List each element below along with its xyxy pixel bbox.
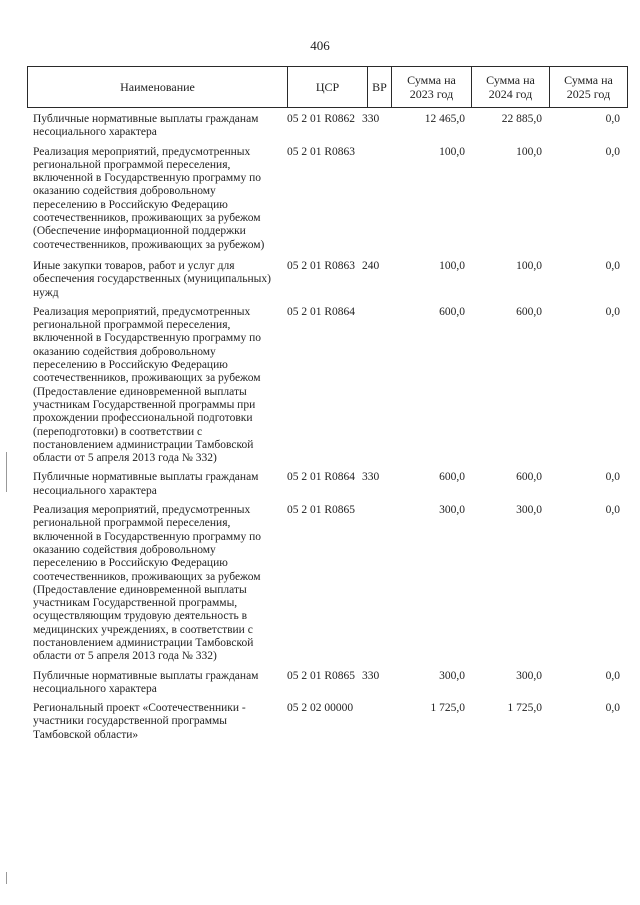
cell-name: Иные закупки товаров, работ и услуг для обеспечения государственных (муниципальных) нужд xyxy=(33,259,271,299)
cell-csr: 05 2 01 R0863 xyxy=(287,145,356,158)
cell-sum2024: 100,0 xyxy=(516,145,542,158)
cell-sum2025: 0,0 xyxy=(605,145,620,158)
cell-sum2023: 100,0 xyxy=(439,145,465,158)
cell-csr: 05 2 01 R0864 xyxy=(287,471,356,484)
table-row xyxy=(27,113,627,140)
cell-sum2025: 0,0 xyxy=(605,471,620,484)
header-name: Наименование xyxy=(28,67,288,108)
header-sum-2025: Сумма на 2025 год xyxy=(550,67,628,108)
table-row xyxy=(27,260,627,300)
table-body xyxy=(27,113,627,748)
table-row xyxy=(27,146,627,252)
cell-name: Региональный проект «Соотечественники - участники государственной программы Тамбовской области» xyxy=(33,702,246,741)
header-sum-2023: Сумма на 2023 год xyxy=(392,67,472,108)
cell-vr xyxy=(362,146,382,252)
cell-sum2025: 0,0 xyxy=(605,702,620,715)
cell-sum2024: 1 725,0 xyxy=(507,702,542,715)
cell-name: Публичные нормативные выплаты гражданам несоциального характера xyxy=(33,669,259,695)
cell-csr: 05 2 01 R0863 xyxy=(287,259,356,272)
table-header xyxy=(27,66,628,108)
cell-sum2025: 0,0 xyxy=(605,113,620,125)
cell-sum2025: 0,0 xyxy=(605,669,620,682)
cell-name: Публичные нормативные выплаты гражданам несоциального характера xyxy=(33,113,259,139)
cell-name: Реализация мероприятий, предусмотренных региональной программой переселения, включенной в Государственную программу по оказанию содействия добровольному переселению в Российскую Федерацию соотечественников, проживающих за рубежом (Предоставление единовременной выплаты участникам Государственной программы при прохождении профессиональной подготовки (переподготовки) в соответствии с постановлением администрации Тамбовской области от 5 апреля 2013 года № 332) xyxy=(33,305,261,465)
cell-sum2023: 300,0 xyxy=(439,669,465,682)
cell-sum2023: 600,0 xyxy=(439,471,465,484)
page-number: 406 xyxy=(310,38,330,53)
cell-csr: 05 2 02 00000 xyxy=(287,702,354,715)
cell-sum2024: 300,0 xyxy=(516,504,542,517)
cell-csr: 05 2 01 R0865 xyxy=(287,669,356,682)
cell-sum2023: 100,0 xyxy=(439,259,465,272)
table-row xyxy=(27,702,627,742)
cell-name: Публичные нормативные выплаты гражданам несоциального характера xyxy=(33,471,259,497)
cell-sum2024: 600,0 xyxy=(516,471,542,484)
cell-sum2025: 0,0 xyxy=(605,504,620,517)
table-row xyxy=(27,306,627,466)
cell-sum2024: 300,0 xyxy=(516,669,542,682)
cell-sum2024: 22 885,0 xyxy=(501,113,542,125)
header-csr: ЦСР xyxy=(288,67,368,108)
cell-csr: 05 2 01 R0862 xyxy=(287,113,356,125)
cell-vr xyxy=(362,702,382,742)
cell-sum2023: 1 725,0 xyxy=(430,702,465,715)
table-row xyxy=(27,471,627,498)
cell-vr: 240 xyxy=(362,259,380,272)
cell-vr xyxy=(362,504,382,664)
cell-csr: 05 2 01 R0865 xyxy=(287,504,356,517)
header-sum-2024: Сумма на 2024 год xyxy=(472,67,550,108)
header-vr: ВР xyxy=(368,67,392,108)
cell-sum2023: 600,0 xyxy=(439,305,465,318)
cell-vr: 330 xyxy=(362,113,380,125)
cell-name: Реализация мероприятий, предусмотренных региональной программой переселения, включенной в Государственную программу по оказанию содействия добровольному переселению в Российскую Федерацию соотечественников, проживающих за рубежом (Обеспечение информационной поддержки соотечественников, проживающих за рубежом) xyxy=(33,145,265,251)
table-row xyxy=(27,670,627,697)
cell-csr: 05 2 01 R0864 xyxy=(287,305,356,318)
cell-sum2025: 0,0 xyxy=(605,305,620,318)
scan-mark xyxy=(6,872,7,884)
cell-vr: 330 xyxy=(362,669,380,682)
cell-sum2023: 12 465,0 xyxy=(424,113,465,125)
scan-mark xyxy=(6,452,7,492)
cell-vr xyxy=(362,306,382,466)
cell-name: Реализация мероприятий, предусмотренных региональной программой переселения, включенной в Государственную программу по оказанию содействия добровольному переселению в Российскую Федерацию соотечественников, проживающих за рубежом (Предоставление единовременной выплаты участникам Государственной программы, осуществляющим трудовую деятельность в медицинских учреждениях, в соответствии с постановлением администрации Тамбовской области от 5 апреля 2013 года № 332) xyxy=(33,504,261,663)
cell-vr: 330 xyxy=(362,471,380,484)
cell-sum2024: 100,0 xyxy=(516,259,542,272)
cell-sum2023: 300,0 xyxy=(439,504,465,517)
cell-sum2025: 0,0 xyxy=(605,259,620,272)
cell-sum2024: 600,0 xyxy=(516,305,542,318)
table-row xyxy=(27,504,627,664)
